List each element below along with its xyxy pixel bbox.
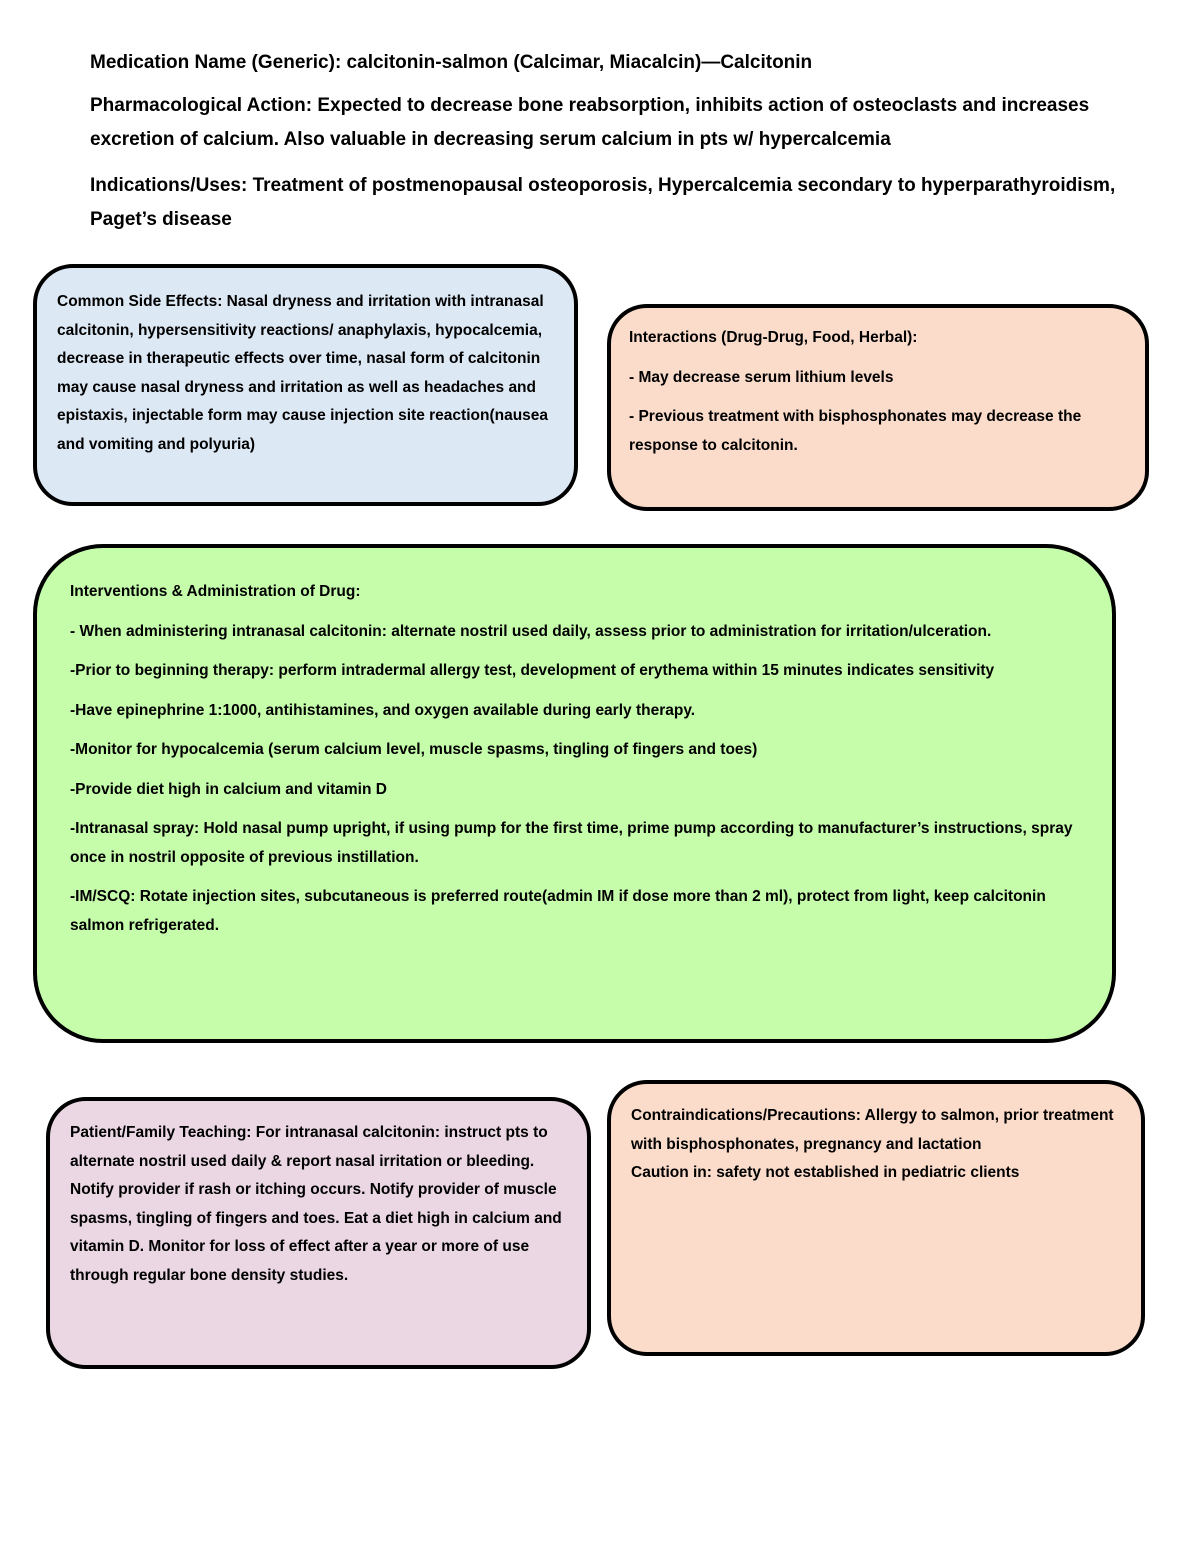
contraindications-text: Contraindications/Precautions: Allergy to salmon, prior treatment with bisphosphonates, pregnancy and lactation [631, 1107, 1114, 1153]
pharmacological-action: Pharmacological Action: Expected to decrease bone reabsorption, inhibits action of osteoclasts and increases excretion of calcium. Also valuable in decreasing serum calcium in pts w/ hypercalcemia [90, 95, 1090, 150]
patient-teaching-text: Patient/Family Teaching: For intranasal calcitonin: instruct pts to alternate nostril used daily & report nasal irritation or bleeding. Notify provider if rash or itching occurs. Notify provider of muscle spasms, tingling of fingers and toes. Eat a diet high in calcium and vitamin D. Monitor for loss of effect after a year or more of use through regular bone density studies. [70, 1124, 562, 1284]
intervention-item: -IM/SCQ: Rotate injection sites, subcutaneous is preferred route(admin IM if dose more than 2 ml), protect from light, keep calcitonin salmon refrigerated. [70, 888, 1046, 934]
interventions-title: Interventions & Administration of Drug: [70, 583, 361, 600]
interventions-box [33, 544, 1116, 1043]
caution-text: Caution in: safety not established in pediatric clients [631, 1164, 1020, 1181]
interaction-item: - May decrease serum lithium levels [629, 368, 894, 386]
contraindications-box [607, 1080, 1145, 1356]
intervention-item: -Monitor for hypocalcemia (serum calcium level, muscle spasms, tingling of fingers and toes) [70, 741, 758, 758]
side-effects-text: Common Side Effects: Nasal dryness and irritation with intranasal calcitonin, hypersensitivity reactions/ anaphylaxis, hypocalcemia, decrease in therapeutic effects over time, nasal form of calcitonin may cause nasal dryness and irritation as well as headaches and epistaxis, injectable form may cause injection site reaction(nausea and vomiting and polyuria) [57, 293, 549, 453]
intervention-item: -Prior to beginning therapy: perform intradermal allergy test, development of erythema within 15 minutes indicates sensitivity [70, 662, 995, 679]
interactions-box [607, 304, 1149, 511]
intervention-item: -Provide diet high in calcium and vitamin D [70, 780, 387, 798]
indications-uses: Indications/Uses: Treatment of postmenopausal osteoporosis, Hypercalcemia secondary to hyperparathyroidism, Paget’s disease [90, 175, 1116, 230]
medication-name: Medication Name (Generic): calcitonin-salmon (Calcimar, Miacalcin)—Calcitonin [90, 52, 813, 73]
document-header [90, 46, 1130, 249]
intervention-item: -Intranasal spray: Hold nasal pump upright, if using pump for the first time, prime pump according to manufacturer’s instructions, spray once in nostril opposite of previous instillation. [70, 820, 1073, 866]
interactions-title: Interactions (Drug-Drug, Food, Herbal): [629, 329, 918, 346]
intervention-item: -Have epinephrine 1:1000, antihistamines, and oxygen available during early therapy. [70, 701, 696, 719]
side-effects-box [33, 264, 578, 506]
interaction-item: - Previous treatment with bisphosphonates may decrease the response to calcitonin. [629, 408, 1082, 454]
intervention-item: - When administering intranasal calcitonin: alternate nostril used daily, assess prior to administration for irritation/ulceration. [70, 622, 992, 640]
patient-teaching-box [46, 1097, 591, 1369]
